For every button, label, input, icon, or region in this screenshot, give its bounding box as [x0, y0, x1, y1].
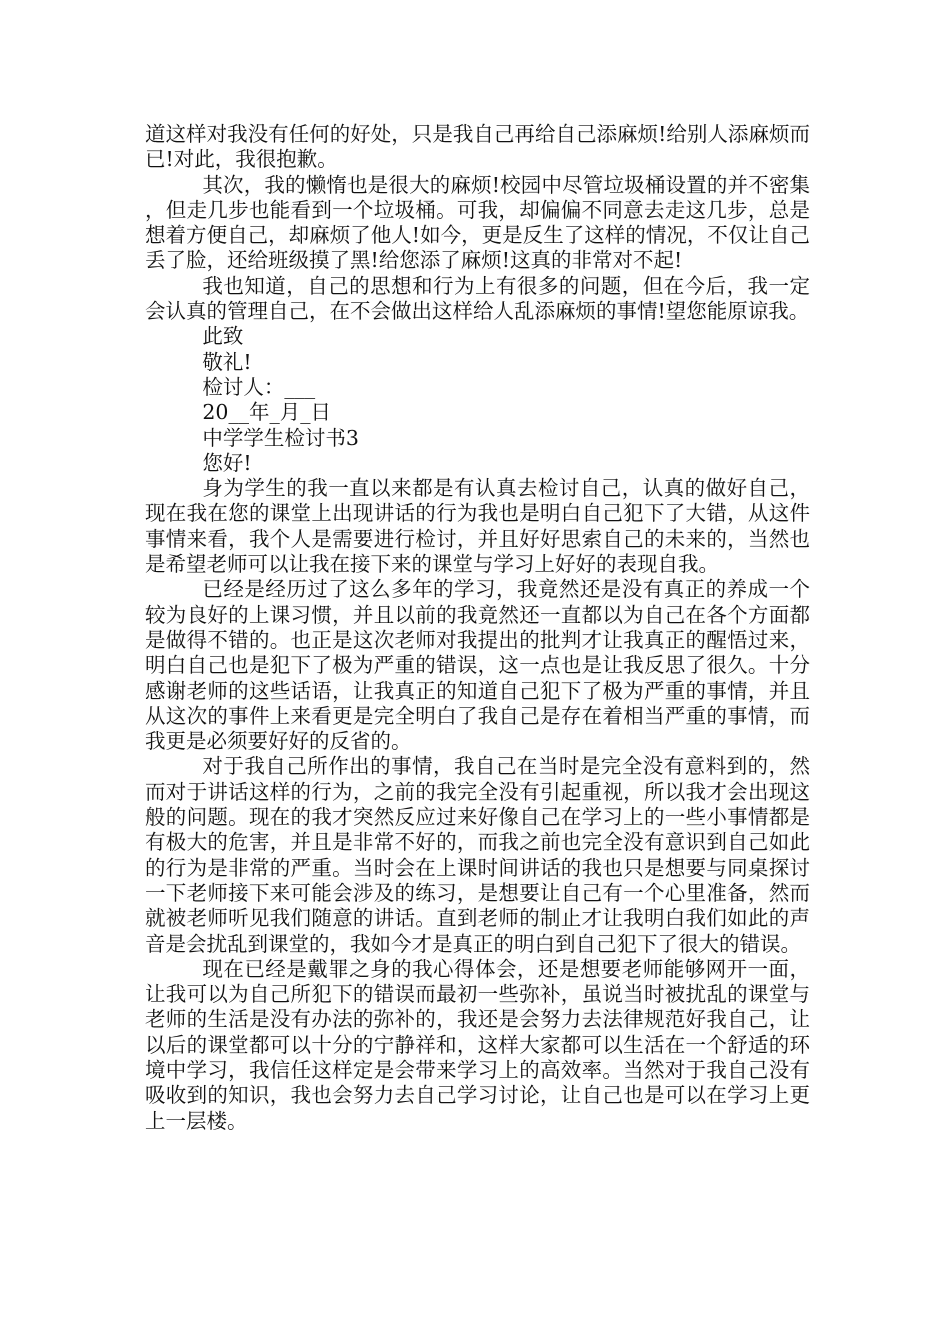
date-line: 20__年_月_日	[202, 400, 331, 425]
signer-line: 检讨人：___	[202, 374, 316, 399]
paragraph-promise: 我也知道，自己的思想和行为上有很多的问题，但在今后，我一定会认真的管理自己，在不会做出这样给人乱添麻烦的事情!望您能原谅我。	[145, 273, 810, 324]
closing-regards: 敬礼!	[202, 349, 252, 374]
paragraph-self-review: 身为学生的我一直以来都是有认真去检讨自己，认真的做好自己，现在我在您的课堂上出现讲话的行为我也是明白自己犯下了大错，从这件事情来看，我个人是需要进行检讨，并且好好思索自己的未来的，当然也是希望老师可以让我在接下来的课堂与学习上好好的表现自我。	[145, 476, 810, 577]
greeting: 您好!	[202, 450, 252, 475]
section-title: 中学学生检讨书3	[202, 425, 359, 450]
paragraph-reflection: 已经是经历过了这么多年的学习，我竟然还是没有真正的养成一个较为良好的上课习惯，并且以前的我竟然还一直都以为自己在各个方面都是做得不错的。也正是这次老师对我提出的批判才让我真正的醒悟过来，明白自己也是犯下了极为严重的错误，这一点也是让我反思了很久。十分感谢老师的这些话语，让我真正的知道自己犯下了极为严重的事情，并且从这次的事件上来看更是完全明白了我自己是存在着相当严重的事情，而我更是必须要好好的反省的。	[145, 577, 810, 754]
document-page	[145, 122, 810, 1134]
paragraph-incident: 对于我自己所作出的事情，我自己在当时是完全没有意料到的，然而对于讲话这样的行为，之前的我完全没有引起重视，所以我才会出现这般的问题。现在的我才突然反应过来好像自己在学习上的一些小事情都是有极大的危害，并且是非常不好的，而我之前也完全没有意识到自己如此的行为是非常的严重。当时会在上课时间讲话的我也只是想要与同桌探讨一下老师接下来可能会涉及的练习，是想要让自己有一个心里准备，然而就被老师听见我们随意的讲话。直到老师的制止才让我明白我们如此的声音是会扰乱到课堂的，我如今才是真正的明白到自己犯下了很大的错误。	[145, 754, 810, 956]
paragraph-resolution: 现在已经是戴罪之身的我心得体会，还是想要老师能够网开一面，让我可以为自己所犯下的错误而最初一些弥补，虽说当时被扰乱的课堂与老师的生活是没有办法的弥补的，我还是会努力去法律规范好我自己，让以后的课堂都可以十分的宁静祥和，这样大家都可以生活在一个舒适的环境中学习，我信任这样定是会带来学习上的高效率。当然对于我自己没有吸收到的知识，我也会努力去自己学习讨论，让自己也是可以在学习上更上一层楼。	[145, 956, 810, 1133]
closing-salutation: 此致	[202, 324, 244, 349]
paragraph-laziness: 其次，我的懒惰也是很大的麻烦!校园中尽管垃圾桶设置的并不密集，但走几步也能看到一个垃圾桶。可我，却偏偏不同意去走这几步，总是想着方便自己，却麻烦了他人!如今，更是反生了这样的情况，不仅让自己丢了脸，还给班级摸了黑!给您添了麻烦!这真的非常对不起!	[145, 172, 810, 273]
paragraph-continuation: 道这样对我没有任何的好处，只是我自己再给自己添麻烦!给别人添麻烦而已!对此，我很抱歉。	[145, 122, 810, 172]
